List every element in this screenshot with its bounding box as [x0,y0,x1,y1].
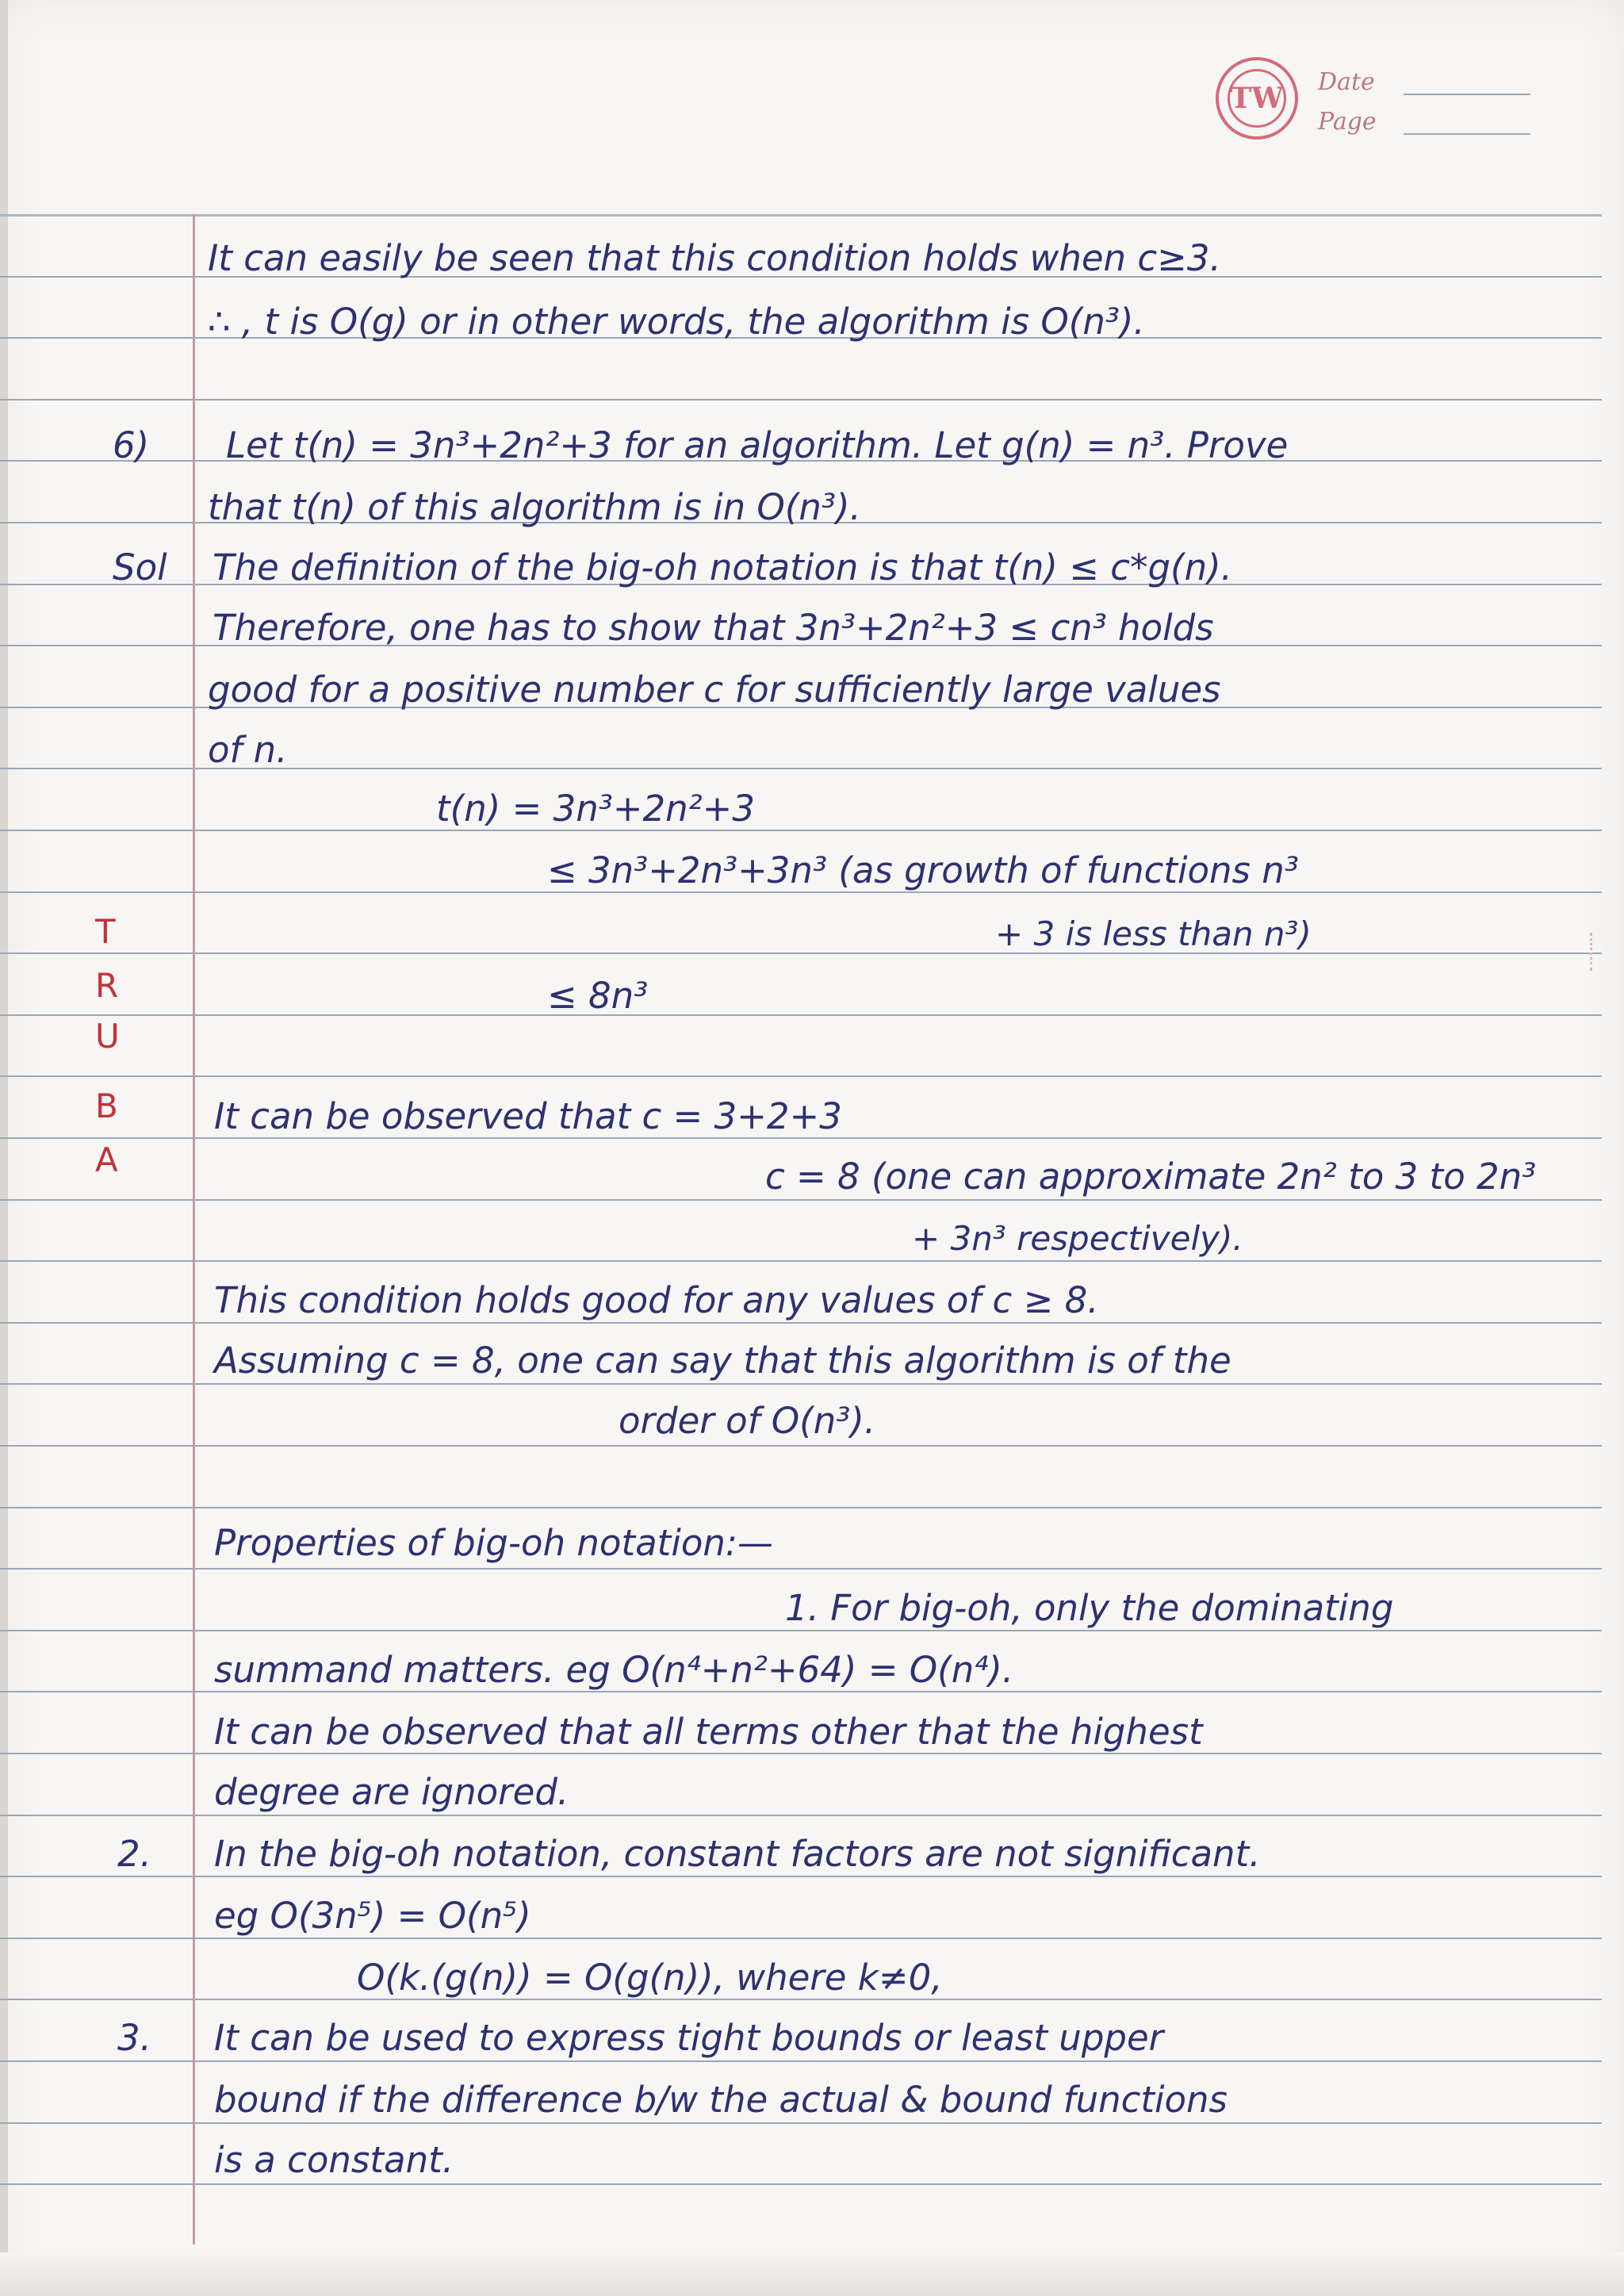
ruled-line [0,1938,1602,1939]
side-letter-u: U [95,1017,120,1056]
ruled-line [0,2183,1602,2185]
question-label: 6) [113,424,150,466]
property-number: 2. [117,1833,151,1875]
ruled-line [0,1322,1602,1324]
ruled-line [0,214,1602,217]
text-line: + 3n³ respectively). [912,1219,1243,1258]
solution-line: good for a positive number c for sufficiently large values [208,669,1221,711]
text-line: This condition holds good for any values of c ≥ 8. [214,1279,1099,1321]
ruled-line [0,1507,1602,1508]
page-bottom-edge [0,2252,1624,2296]
ruled-line [0,830,1602,831]
property-line: 1. For big-oh, only the dominating [785,1587,1394,1629]
property-line: It can be used to express tight bounds or least upper [214,2017,1164,2059]
brand-logo [1216,57,1298,140]
property-line: It can be observed that all terms other that the highest [214,1711,1203,1753]
ruled-line [0,399,1602,401]
property-line: summand matters. eg O(n⁴+n²+64) = O(n⁴). [214,1649,1014,1691]
equation-line: t(n) = 3n³+2n²+3 [436,788,756,830]
equation-note: + 3 is less than n³) [995,914,1312,953]
property-line: degree are ignored. [214,1771,569,1813]
page-left-edge [0,0,8,2296]
side-letter-b: B [95,1087,118,1125]
text-line: It can easily be seen that this condition holds when c≥3. [208,237,1221,279]
property-line: bound if the difference b/w the actual & bound functions [214,2079,1228,2121]
ruled-line [0,1445,1602,1447]
text-line: ∴ , t is O(g) or in other words, the algorithm is O(n³). [208,301,1145,343]
property-line: In the big-oh notation, constant factors are not significant. [214,1833,1261,1875]
ruled-line [0,953,1602,954]
margin-line [193,214,195,2244]
section-heading: Properties of big-oh notation:— [214,1522,774,1564]
page-label: Page [1318,108,1377,136]
date-label: Date [1318,68,1375,96]
ruled-line [0,1199,1602,1201]
property-line: O(k.(g(n)) = O(g(n)), where k≠0, [357,1957,943,1999]
ruled-line [0,1383,1602,1385]
text-line: It can be observed that c = 3+2+3 [214,1095,842,1137]
property-line: eg O(3n⁵) = O(n⁵) [214,1895,531,1937]
solution-line: The definition of the big-oh notation is that t(n) ≤ c*g(n). [213,546,1232,588]
ruled-line [0,1630,1602,1631]
ruled-line [0,1815,1602,1816]
solution-label: Sol [113,546,167,588]
ruled-line [0,1568,1602,1570]
ruled-line [0,1876,1602,1877]
equation-line: ≤ 3n³+2n³+3n³ (as growth of functions n³ [547,849,1299,891]
question-line: that t(n) of this algorithm is in O(n³). [208,486,861,528]
solution-line: Therefore, one has to show that 3n³+2n²+3 ≤ cn³ holds [213,607,1214,649]
side-letter-a: A [95,1140,118,1179]
text-line: Assuming c = 8, one can say that this algorithm is of the [214,1340,1231,1382]
side-letter-t: T [95,912,116,951]
solution-line: of n. [208,729,288,771]
dotted-mark [1590,933,1592,971]
logo-monogram: TW [1228,69,1286,128]
question-line: Let t(n) = 3n³+2n²+3 for an algorithm. Let g(n) = n³. Prove [226,424,1289,466]
ruled-line [0,2060,1602,2062]
date-line [1404,94,1530,95]
property-number: 3. [117,2017,151,2059]
page-line [1404,133,1530,135]
text-line: order of O(n³). [619,1400,876,1442]
ruled-line [0,2122,1602,2124]
ruled-line [0,1260,1602,1262]
ruled-line [0,1014,1602,1016]
text-line: c = 8 (one can approximate 2n² to 3 to 2n³ [765,1156,1537,1198]
equation-line: ≤ 8n³ [547,975,649,1017]
property-line: is a constant. [214,2139,454,2181]
ruled-line [0,1075,1602,1077]
side-letter-r: R [95,966,119,1005]
